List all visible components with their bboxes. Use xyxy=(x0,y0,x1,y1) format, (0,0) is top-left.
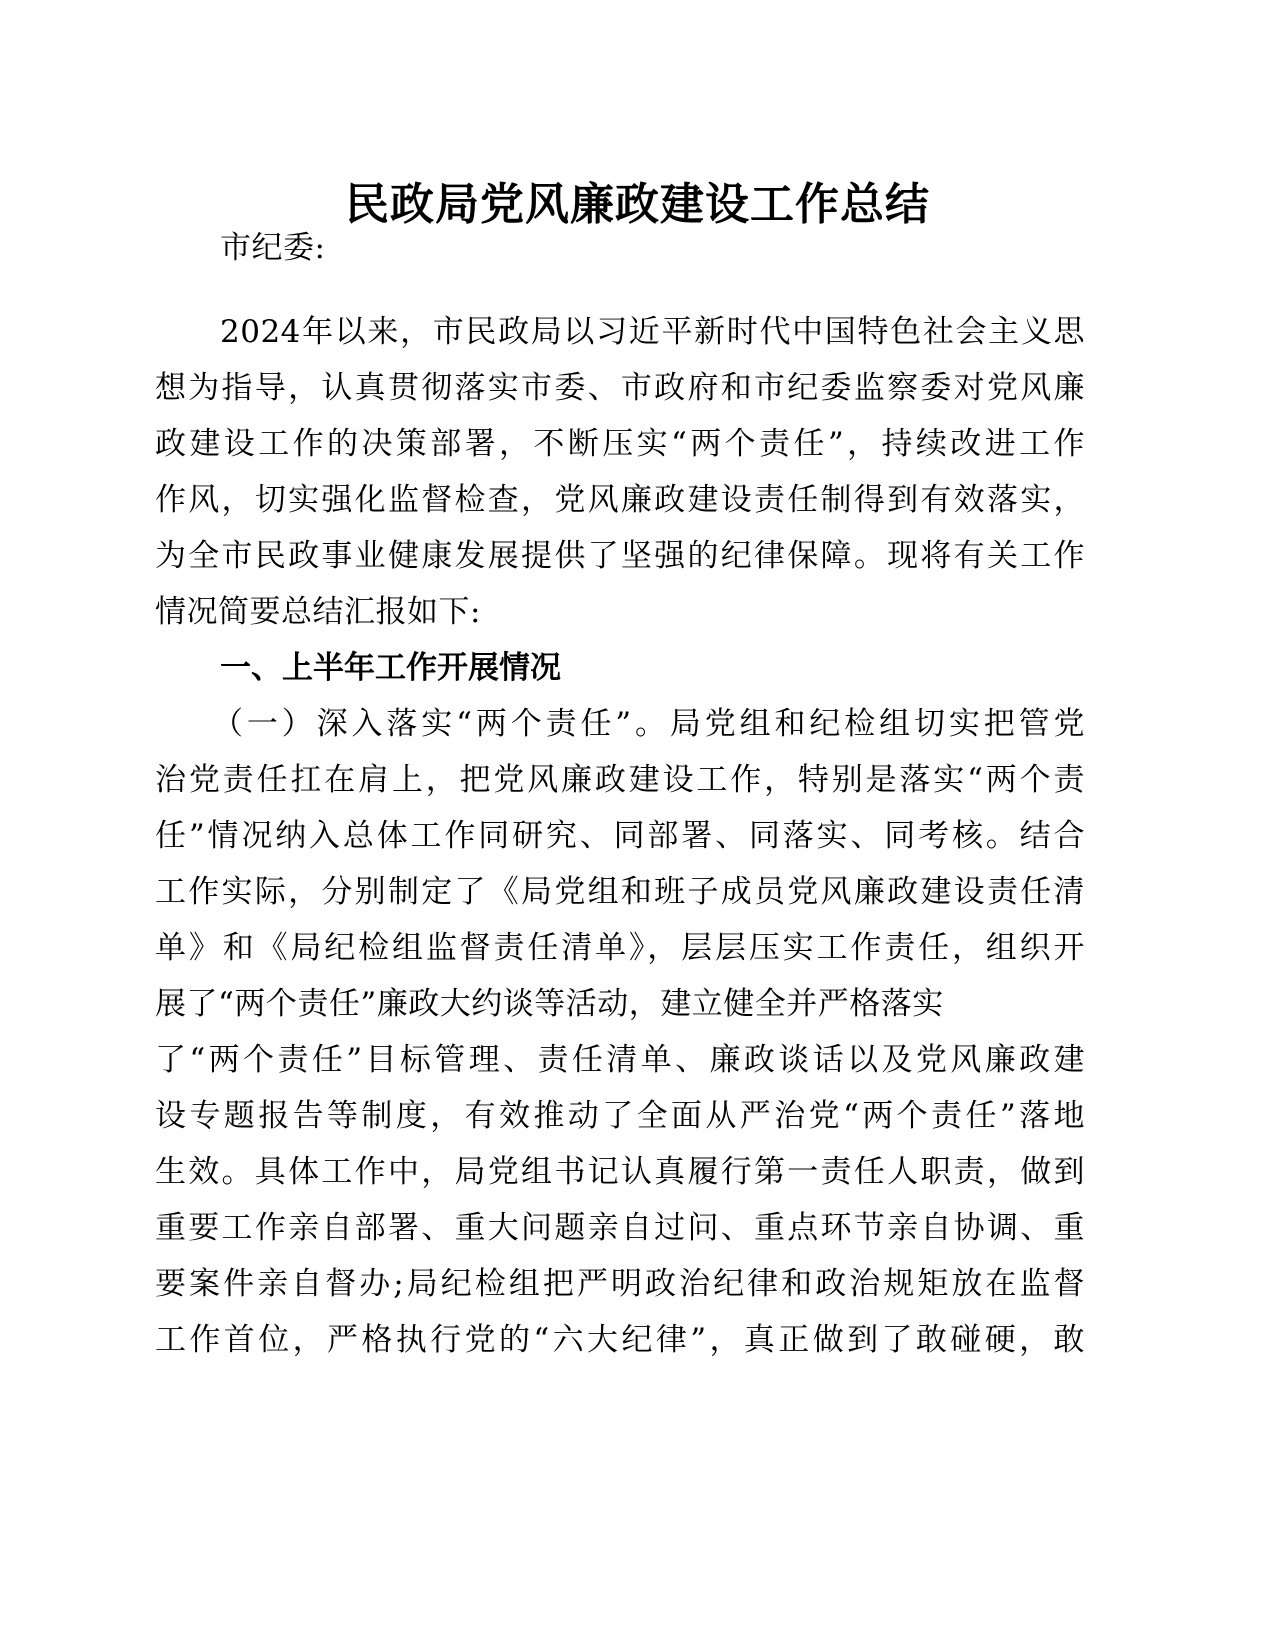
section-heading: 一、上半年工作开展情况 xyxy=(220,650,561,686)
paragraph-line: （一）深入落实“两个责任”。局党组和纪检组切实把管党 xyxy=(212,706,1085,742)
paragraph-line: 任”情况纳入总体工作同研究、同部署、同落实、同考核。结合 xyxy=(155,818,1085,854)
paragraph-line: 治党责任扛在肩上，把党风廉政建设工作，特别是落实“两个责 xyxy=(155,762,1085,798)
paragraph-line: 生效。具体工作中，局党组书记认真履行第一责任人职责，做到 xyxy=(155,1154,1085,1190)
paragraph-line: 重要工作亲自部署、重大问题亲自过问、重点环节亲自协调、重 xyxy=(155,1210,1085,1246)
paragraph-line: 展了“两个责任”廉政大约谈等活动，建立健全并严格落实 xyxy=(155,986,944,1022)
paragraph-line: 了“两个责任”目标管理、责任清单、廉政谈话以及党风廉政建 xyxy=(155,1042,1085,1078)
paragraph-line: 单》和《局纪检组监督责任清单》，层层压实工作责任，组织开 xyxy=(155,930,1085,966)
paragraph-line: 工作实际，分别制定了《局党组和班子成员党风廉政建设责任清 xyxy=(155,874,1085,910)
paragraph-line: 2024年以来，市民政局以习近平新时代中国特色社会主义思 xyxy=(220,314,1085,350)
paragraph-line: 为全市民政事业健康发展提供了坚强的纪律保障。现将有关工作 xyxy=(155,538,1085,574)
paragraph-line: 设专题报告等制度，有效推动了全面从严治党“两个责任”落地 xyxy=(155,1098,1085,1134)
paragraph-line: 政建设工作的决策部署，不断压实“两个责任”，持续改进工作 xyxy=(155,426,1085,462)
paragraph-line: 作风，切实强化监督检查，党风廉政建设责任制得到有效落实， xyxy=(155,482,1085,518)
salutation: 市纪委: xyxy=(220,230,326,266)
paragraph-line: 要案件亲自督办;局纪检组把严明政治纪律和政治规矩放在监督 xyxy=(155,1266,1085,1302)
document-title: 民政局党风廉政建设工作总结 xyxy=(345,179,930,230)
paragraph-line: 情况简要总结汇报如下: xyxy=(155,594,481,630)
paragraph-line: 想为指导，认真贯彻落实市委、市政府和市纪委监察委对党风廉 xyxy=(155,370,1085,406)
paragraph-line: 工作首位，严格执行党的“六大纪律”，真正做到了敢碰硬，敢 xyxy=(155,1322,1085,1358)
